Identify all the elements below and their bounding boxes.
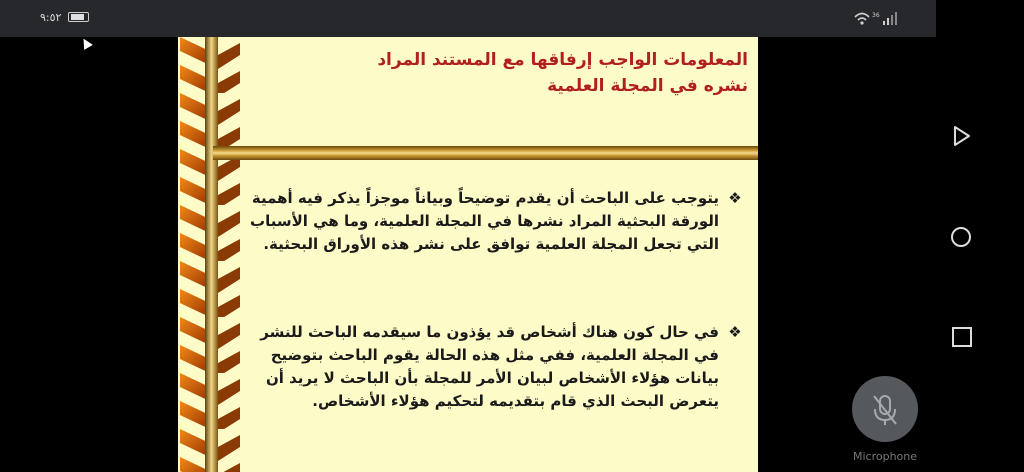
home-circle-icon[interactable] xyxy=(949,225,973,249)
microphone-label: Microphone xyxy=(852,450,918,463)
twisted-rope-decoration xyxy=(178,37,243,472)
mic-off-icon xyxy=(852,376,918,442)
battery-icon xyxy=(68,12,89,22)
slide-title: المعلومات الواجب إرفاقها مع المستند المراد نشره في المجلة العلمية xyxy=(377,50,748,96)
mouse-cursor-icon xyxy=(79,36,93,50)
status-bar xyxy=(0,0,936,37)
signal-badge: 36 xyxy=(872,12,880,19)
bullet-text: يتوجب على الباحث أن يقدم توضيحاً وبياناً موجزاً يذكر فيه أهمية الورقة البحثية المراد نشرها في المجلة العلمية، وما هي الأسباب التي تجعل المجلة العلمية توافق على نشر هذه الأوراق البحثية. xyxy=(250,189,719,253)
status-time: ٩:٥٢ xyxy=(40,11,62,24)
bullet-diamond-icon: ❖ xyxy=(728,323,742,341)
gold-horizontal-bar xyxy=(213,146,758,160)
microphone-button[interactable] xyxy=(852,376,918,442)
signal-wifi-icons xyxy=(853,9,903,27)
recents-square-icon[interactable] xyxy=(951,326,973,348)
back-triangle-icon[interactable] xyxy=(949,124,973,148)
bullet-text: في حال كون هناك أشخاص قد يؤذون ما سيقدمه الباحث للنشر في المجلة العلمية، ففي مثل هذه الحالة يقوم الباحث بتوضيح بيانات هؤلاء الأشخاص لبيان الأمر للمجلة بأن الباحث لا يريد أن يتعرض البحث الذي قام بتقديمه لتحكيم هؤلاء الأشخاص. xyxy=(260,323,719,410)
bullet-item-2 xyxy=(248,321,743,413)
bullet-diamond-icon: ❖ xyxy=(728,189,742,207)
presentation-slide xyxy=(178,37,758,472)
bullet-item-1 xyxy=(248,187,743,256)
navigation-bar xyxy=(936,0,1024,472)
